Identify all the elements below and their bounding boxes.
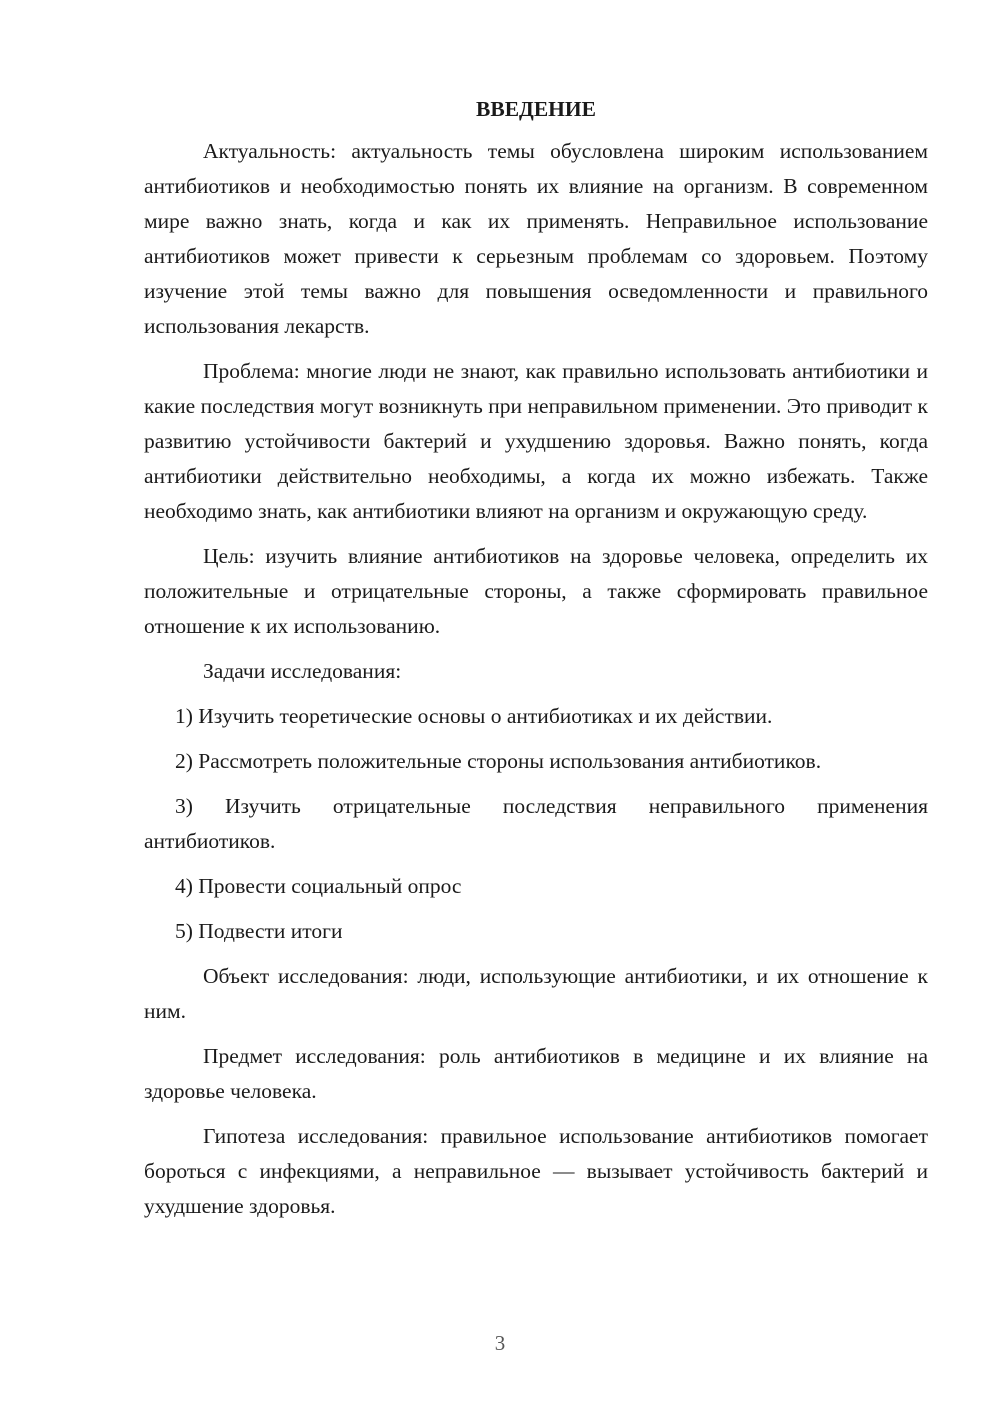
- page-number: 3: [494, 1331, 506, 1355]
- paragraph-hypothesis: Гипотеза исследования: правильное использование антибиотиков помогает бороться с инфекциями, а неправильное — вызывает устойчивость бактерий и ухудшение здоровья.: [144, 1124, 928, 1218]
- paragraph-tasks-title: Задачи исследования:: [203, 659, 402, 683]
- task-item-4: 4) Провести социальный опрос: [175, 874, 462, 898]
- paragraph-goal: Цель: изучить влияние антибиотиков на здоровье человека, определить их положительные и отрицательные стороны, а также сформировать правильное отношение к их использованию.: [144, 544, 928, 638]
- task-item-1: 1) Изучить теоретические основы о антибиотиках и их действии.: [175, 704, 773, 728]
- paragraph-relevance: Актуальность: актуальность темы обусловлена широким использованием антибиотиков и необходимостью понять их влияние на организм. В современном мире важно знать, когда и как их применять. Неправильное использование антибиотиков может привести к серьезным проблемам со здоровьем. Поэтому изучение этой темы важно для повышения осведомленности и правильного использования лекарств.: [144, 139, 928, 338]
- paragraph-problem: Проблема: многие люди не знают, как правильно использовать антибиотики и какие последствия могут возникнуть при неправильном применении. Это приводит к развитию устойчивости бактерий и ухудшению здоровья. Важно понять, когда антибиотики действительно необходимы, а когда их можно избежать. Также необходимо знать, как антибиотики влияют на организм и окружающую среду.: [144, 359, 928, 523]
- paragraph-object: Объект исследования: люди, использующие антибиотики, и их отношение к ним.: [144, 964, 928, 1023]
- task-item-5: 5) Подвести итоги: [175, 919, 343, 943]
- document-page: [144, 92, 928, 1234]
- page-title: ВВЕДЕНИЕ: [476, 97, 596, 121]
- task-item-2: 2) Рассмотреть положительные стороны использования антибиотиков.: [175, 749, 822, 773]
- paragraph-subject: Предмет исследования: роль антибиотиков в медицине и их влияние на здоровье человека.: [144, 1044, 928, 1103]
- task-item-3: 3) Изучить отрицательные последствия неправильного применения антибиотиков.: [144, 794, 928, 853]
